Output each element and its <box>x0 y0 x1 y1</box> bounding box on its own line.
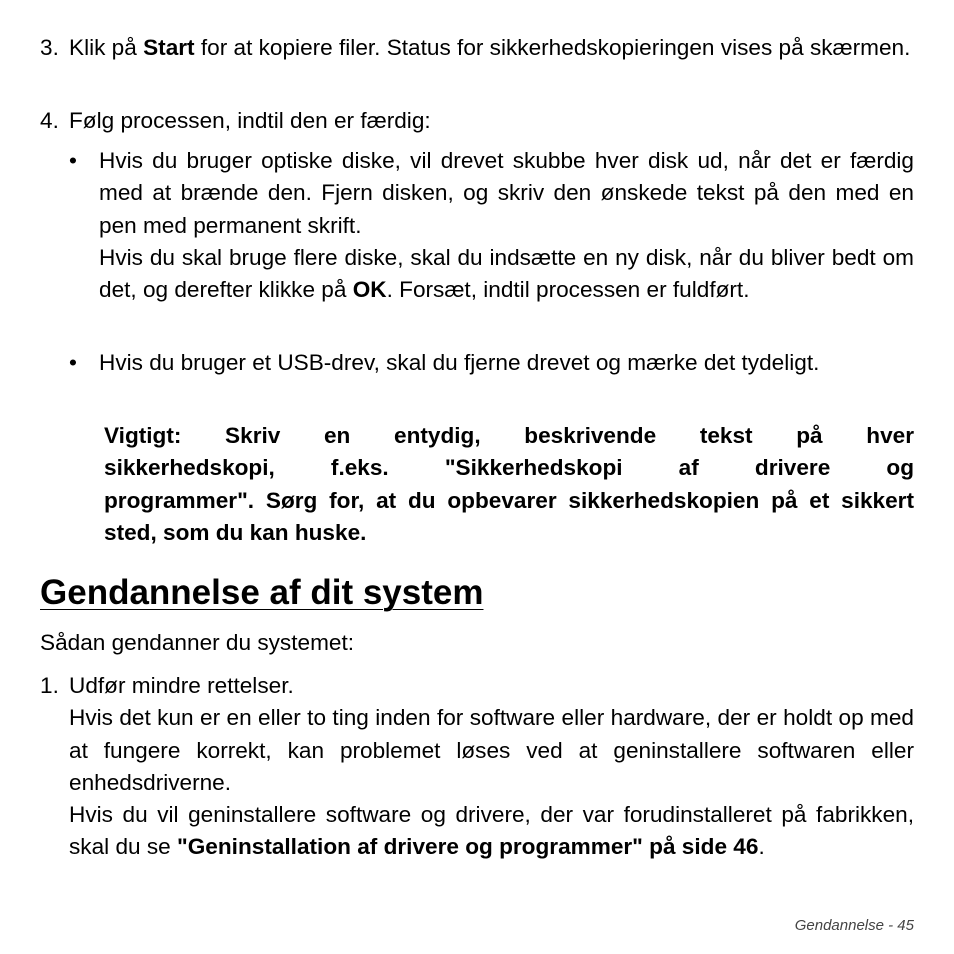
bullet-paragraph: Hvis du skal bruge flere diske, skal du indsætte en ny disk, når du bliver bedt om det, og derefter klikke på OK. Forsæt, indtil processen er fuldført. <box>99 244 914 303</box>
ok-term: OK <box>352 277 387 303</box>
start-term: Start <box>143 35 195 60</box>
bullet-optical-disks <box>40 145 914 306</box>
step-number: 3. <box>40 35 59 60</box>
bullet-mark: • <box>69 148 77 173</box>
cross-reference: "Geninstallation af drivere og programmer" på side 46 <box>177 834 759 860</box>
step-paragraph: Hvis du vil geninstallere software og drivere, der var forudinstalleret på fabrikken, skal du se "Geninstallation af drivere og programmer" på side 46. <box>69 802 914 860</box>
section-intro: Sådan gendanner du systemet: <box>40 630 355 655</box>
step-1 <box>40 670 914 864</box>
bullet-paragraph: Hvis du bruger optiske diske, vil drevet skubbe hver disk ud, når det er færdig med at brænde den. Fjern disken, og skriv den ønskede tekst på den med en pen med permanent skrift. <box>99 148 914 238</box>
step-text: Følg processen, indtil den er færdig: <box>69 108 431 133</box>
step-4 <box>40 105 914 137</box>
step-paragraph: Hvis det kun er en eller to ting inden for software eller hardware, der er holdt op med at fungere korrekt, kan problemet løses ved at geninstallere softwaren eller enhedsdriverne. <box>69 705 914 795</box>
important-note: Vigtigt: Skriv en entydig, beskrivende tekst på hver sikkerhedskopi, f.eks. "Sikkerhedskopi af drivere og programmer". Sørg for, at du opbevarer sikkerhedskopien på et sikkert sted, som du kan huske. <box>104 423 914 545</box>
bullet-paragraph: Hvis du bruger et USB-drev, skal du fjerne drevet og mærke det tydeligt. <box>99 350 820 375</box>
step-number: 4. <box>40 108 59 133</box>
step-heading: Udfør mindre rettelser. <box>69 673 294 698</box>
step-3 <box>40 32 914 64</box>
step-text: Klik på Start for at kopiere filer. Status for sikkerhedskopieringen vises på skærmen. <box>69 35 911 60</box>
page-footer: Gendannelse - 45 <box>794 917 914 934</box>
step-number: 1. <box>40 673 59 698</box>
bullet-mark: • <box>69 350 77 375</box>
bullet-usb-drive <box>40 347 914 379</box>
section-title: Gendannelse af dit system <box>40 573 484 612</box>
